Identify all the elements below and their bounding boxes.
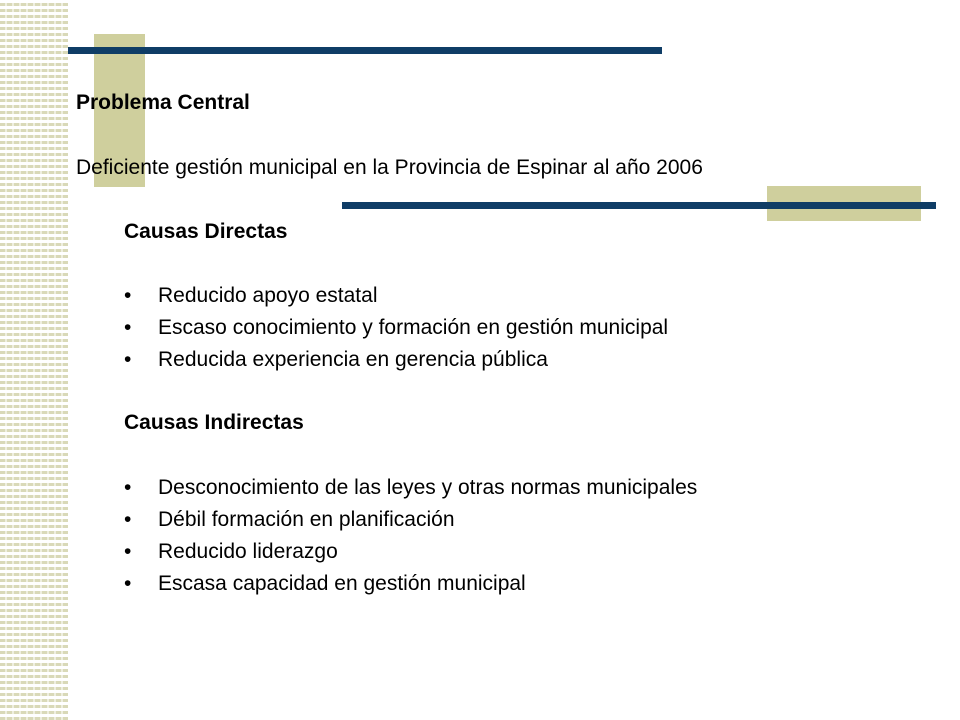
list-item bbox=[124, 504, 697, 536]
direct-causes-heading: Causas Directas bbox=[124, 220, 288, 243]
list-item bbox=[124, 280, 668, 312]
list-item bbox=[124, 472, 697, 504]
problem-statement: Deficiente gestión municipal en la Provincia de Espinar al año 2006 bbox=[76, 156, 703, 179]
decorative-rule-middle bbox=[342, 202, 936, 209]
decorative-rule-top bbox=[68, 47, 662, 54]
bullet-icon: • bbox=[124, 284, 132, 307]
list-item bbox=[124, 312, 668, 344]
bullet-icon: • bbox=[124, 316, 132, 339]
direct-causes-list bbox=[124, 280, 668, 376]
list-item-text: Desconocimiento de las leyes y otras normas municipales bbox=[158, 476, 698, 499]
bullet-icon: • bbox=[124, 476, 132, 499]
list-item bbox=[124, 344, 668, 376]
indirect-causes-heading: Causas Indirectas bbox=[124, 411, 304, 434]
bullet-icon: • bbox=[124, 348, 132, 371]
list-item-text: Reducido apoyo estatal bbox=[158, 284, 378, 307]
bullet-icon: • bbox=[124, 540, 132, 563]
bullet-icon: • bbox=[124, 508, 132, 531]
list-item-text: Escasa capacidad en gestión municipal bbox=[158, 572, 526, 595]
bullet-icon: • bbox=[124, 572, 132, 595]
list-item bbox=[124, 536, 697, 568]
list-item-text: Débil formación en planificación bbox=[158, 508, 455, 531]
decorative-stripe-panel bbox=[0, 0, 68, 720]
list-item-text: Reducido liderazgo bbox=[158, 540, 338, 563]
list-item-text: Escaso conocimiento y formación en gestión municipal bbox=[158, 316, 669, 339]
indirect-causes-list bbox=[124, 472, 697, 600]
list-item-text: Reducida experiencia en gerencia pública bbox=[158, 348, 548, 371]
slide-title: Problema Central bbox=[76, 91, 250, 114]
list-item bbox=[124, 568, 697, 600]
